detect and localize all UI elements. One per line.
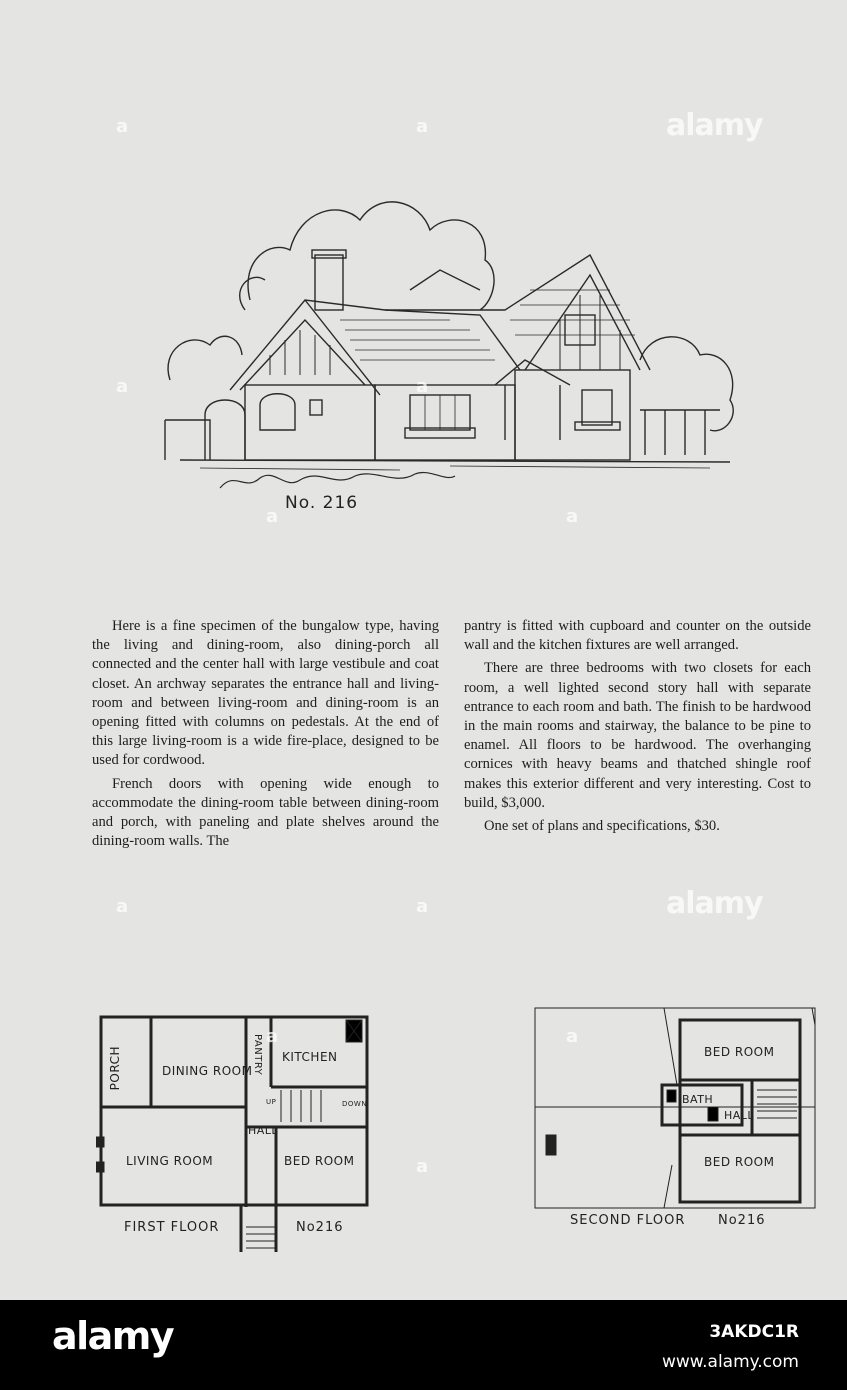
footer-url[interactable]: www.alamy.com [661,1352,799,1372]
article-left-column [92,617,439,855]
first-floor-title: FIRST FLOOR [124,1220,220,1235]
alamy-watermark-glyph: a [416,1156,429,1177]
alamy-watermark: alamy [666,886,763,921]
first-floor-plan [96,1012,372,1262]
alamy-watermark-glyph: a [116,116,129,137]
article-paragraph: Here is a fine specimen of the bungalow type, having the living and dining-room, also dining-porch all connected and the center hall with large vestibule and coat closet. An archway separates the entrance hall and living-room and between living-room and dining-room is an opening fitted with columns on pedestals. At the end of this large living-room is a wide fire-place, designed to be used for cordwood. [92,618,439,769]
house-illustration [150,170,750,520]
alamy-watermark-glyph: a [416,116,429,137]
article-right-column [464,617,811,840]
illustration-caption: No. 216 [285,493,359,513]
room-label-living-room: LIVING ROOM [126,1154,214,1168]
room-label-bath: BATH [682,1093,714,1106]
article-paragraph: pantry is fitted with cupboard and counter on the outside wall and the kitchen fixtures are well arranged. [464,618,811,654]
footer-bar [0,1300,847,1390]
alamy-watermark-glyph: a [266,1026,279,1047]
alamy-watermark-glyph: a [116,896,129,917]
second-floor-number: No216 [718,1213,766,1228]
room-label-porch: PORCH [108,1046,122,1091]
alamy-watermark-glyph: a [566,1026,579,1047]
first-floor-number: No216 [296,1220,344,1235]
alamy-watermark-glyph: a [566,506,579,527]
room-label-bed-room: BED ROOM [284,1154,355,1168]
footer-logo: alamy [52,1314,174,1358]
alamy-watermark-glyph: a [416,376,429,397]
room-label-kitchen: KITCHEN [282,1050,338,1064]
footer-image-id: 3AKDC1R [709,1322,799,1342]
room-label-bed-room-bottom: BED ROOM [704,1155,775,1169]
room-label-hall: HALL [248,1124,279,1137]
alamy-watermark-glyph: a [266,506,279,527]
room-label-hall: HALL [724,1109,755,1122]
article-paragraph: There are three bedrooms with two closets for each room, a well lighted second story hall with separate entrance to each room and bath. The finish to be hardwood in the main rooms and stairway, the balance to be pine to enamel. All floors to be hardwood. The overhanging cornices with heavy beams and thatched shingle roof makes this exterior different and very interesting. Cost to build, $3,000. [464,660,811,811]
room-label-bed-room-top: BED ROOM [704,1045,775,1059]
article-paragraph: French doors with opening wide enough to accommodate the dining-room table between dining-room and porch, with paneling and plate shelves around the dining-room walls. The [92,775,439,850]
stair-label-down: DOWN [342,1100,368,1108]
alamy-watermark-glyph: a [116,376,129,397]
stair-label-up: UP [266,1098,277,1106]
article-paragraph: One set of plans and specifications, $30. [484,818,720,835]
alamy-watermark-glyph: a [416,896,429,917]
alamy-watermark: alamy [666,108,763,143]
second-floor-title: SECOND FLOOR [570,1213,686,1228]
room-label-pantry: PANTRY [252,1034,263,1076]
room-label-dining-room: DINING ROOM [162,1064,253,1078]
